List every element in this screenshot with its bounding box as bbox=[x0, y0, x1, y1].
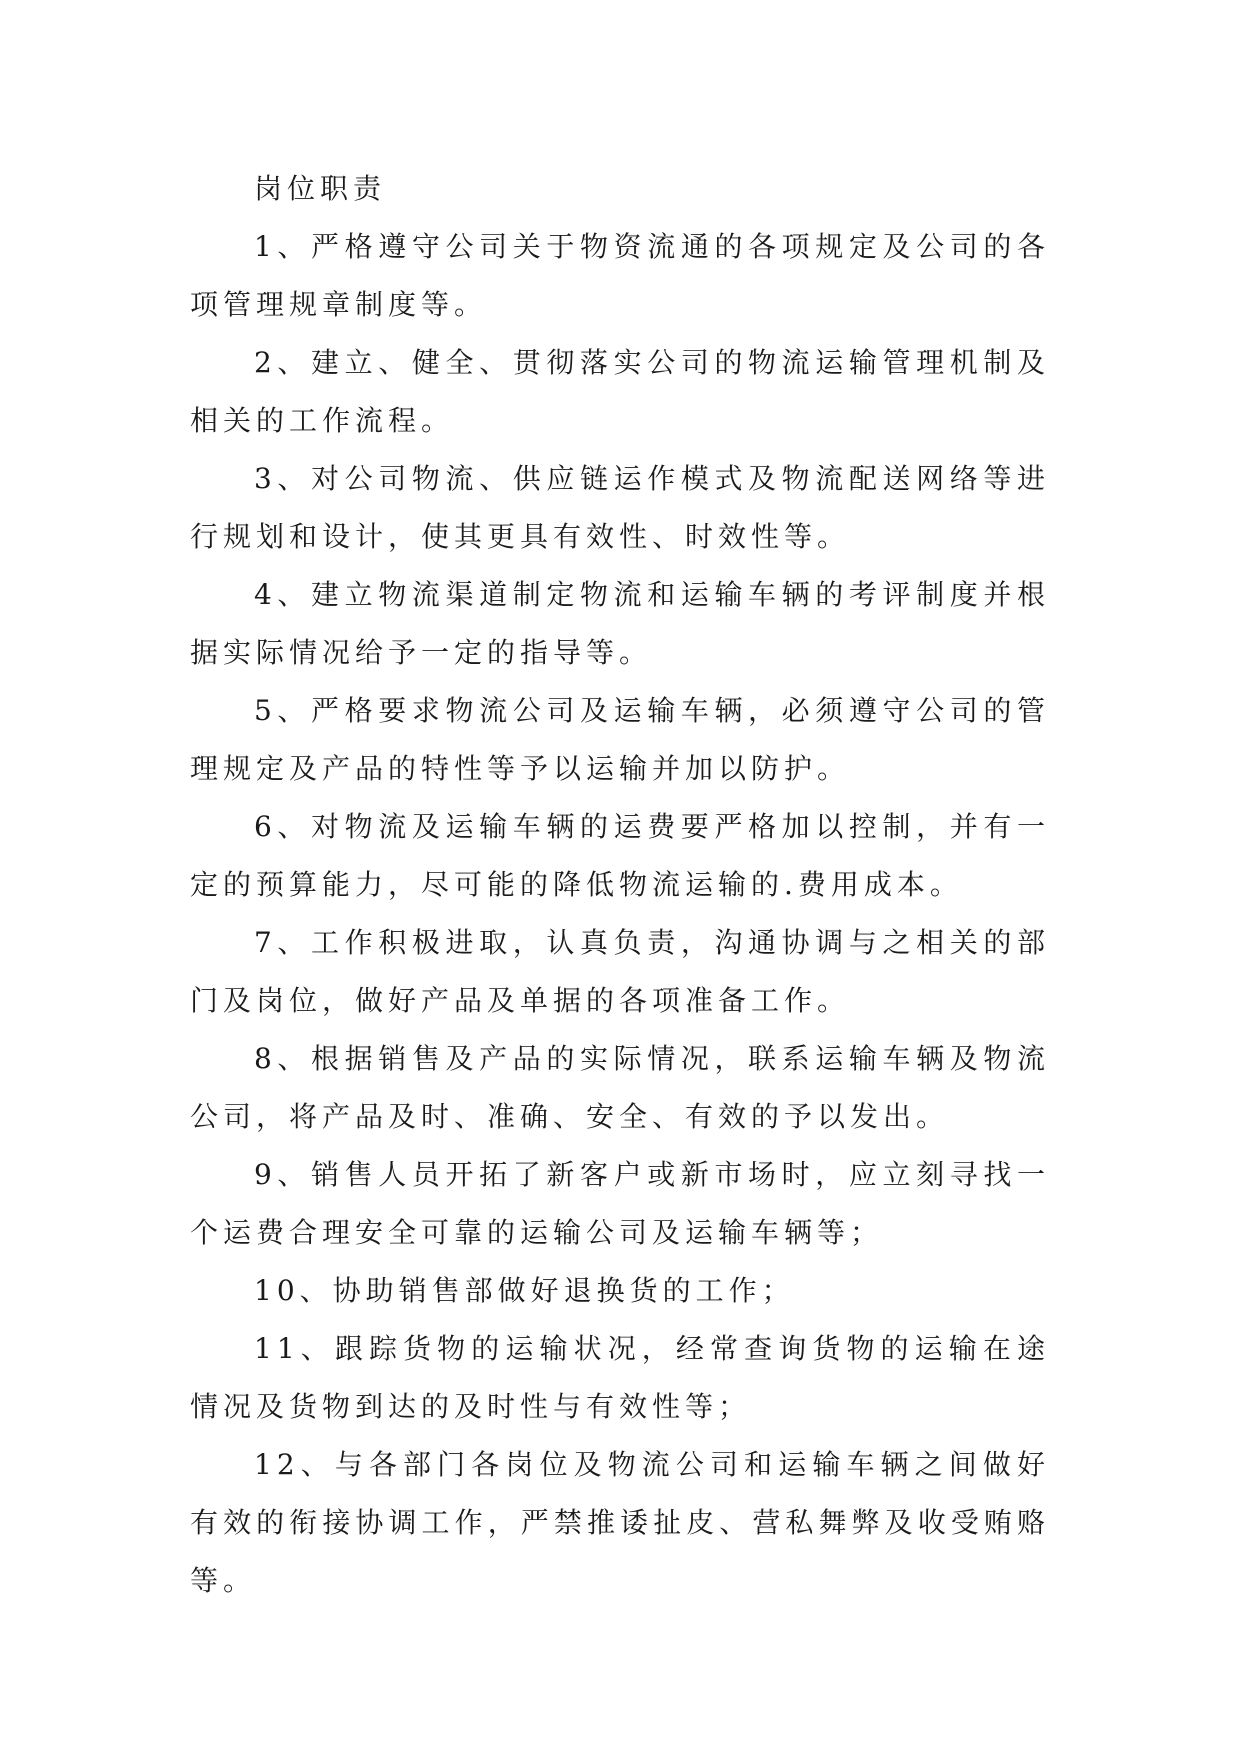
duty-item-1: 1、严格遵守公司关于物资流通的各项规定及公司的各项管理规章制度等。 bbox=[190, 230, 1050, 321]
duty-item-11: 11、跟踪货物的运输状况，经常查询货物的运输在途情况及货物到达的及时性与有效性等； bbox=[190, 1332, 1050, 1423]
duty-item-3: 3、对公司物流、供应链运作模式及物流配送网络等进行规划和设计，使其更具有效性、时效性等。 bbox=[190, 462, 1050, 553]
duty-item-4: 4、建立物流渠道制定物流和运输车辆的考评制度并根据实际情况给予一定的指导等。 bbox=[190, 578, 1050, 669]
duty-item-12: 12、与各部门各岗位及物流公司和运输车辆之间做好有效的衔接协调工作，严禁推诿扯皮、营私舞弊及收受贿赂等。 bbox=[190, 1448, 1050, 1597]
duty-item-7: 7、工作积极进取，认真负责，沟通协调与之相关的部门及岗位，做好产品及单据的各项准备工作。 bbox=[190, 926, 1050, 1017]
duty-item-10: 10、协助销售部做好退换货的工作； bbox=[254, 1274, 795, 1307]
duty-item-5: 5、严格要求物流公司及运输车辆，必须遵守公司的管理规定及产品的特性等予以运输并加以防护。 bbox=[190, 694, 1050, 785]
document-body bbox=[190, 160, 1050, 1610]
duty-item-2: 2、建立、健全、贯彻落实公司的物流运输管理机制及相关的工作流程。 bbox=[190, 346, 1050, 437]
duty-item-6: 6、对物流及运输车辆的运费要严格加以控制，并有一定的预算能力，尽可能的降低物流运输的.费用成本。 bbox=[190, 810, 1050, 901]
duty-item-9: 9、销售人员开拓了新客户或新市场时，应立刻寻找一个运费合理安全可靠的运输公司及运输车辆等； bbox=[190, 1158, 1050, 1249]
document-title: 岗位职责 bbox=[254, 172, 387, 205]
duty-item-8: 8、根据销售及产品的实际情况，联系运输车辆及物流公司，将产品及时、准确、安全、有效的予以发出。 bbox=[190, 1042, 1050, 1133]
